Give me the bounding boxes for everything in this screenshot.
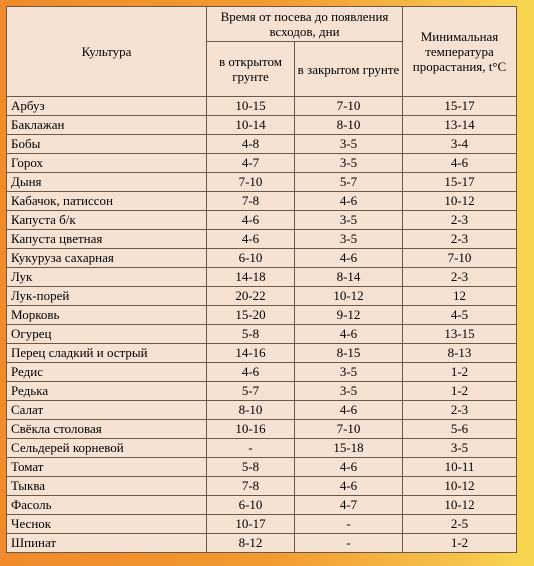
cell-closed-ground: 7-10 bbox=[295, 420, 403, 439]
table-row bbox=[7, 173, 517, 192]
table-row bbox=[7, 515, 517, 534]
header-closed-ground: в закрытом грунте bbox=[295, 42, 403, 97]
header-crop: Культура bbox=[7, 7, 207, 97]
cell-min-temp: 3-5 bbox=[403, 439, 517, 458]
cell-closed-ground: 3-5 bbox=[295, 154, 403, 173]
table-row bbox=[7, 458, 517, 477]
cell-open-ground: 8-10 bbox=[207, 401, 295, 420]
germination-table bbox=[6, 6, 517, 553]
cell-open-ground: 14-16 bbox=[207, 344, 295, 363]
cell-closed-ground: 7-10 bbox=[295, 97, 403, 116]
cell-crop: Редис bbox=[7, 363, 207, 382]
cell-open-ground: 7-8 bbox=[207, 477, 295, 496]
cell-closed-ground: 9-12 bbox=[295, 306, 403, 325]
cell-min-temp: 2-3 bbox=[403, 268, 517, 287]
cell-closed-ground: 4-6 bbox=[295, 477, 403, 496]
cell-closed-ground: 3-5 bbox=[295, 135, 403, 154]
cell-closed-ground: 15-18 bbox=[295, 439, 403, 458]
cell-min-temp: 15-17 bbox=[403, 97, 517, 116]
cell-closed-ground: 8-15 bbox=[295, 344, 403, 363]
cell-crop: Горох bbox=[7, 154, 207, 173]
cell-open-ground: 7-8 bbox=[207, 192, 295, 211]
table-frame bbox=[6, 6, 528, 566]
table-row bbox=[7, 211, 517, 230]
cell-open-ground: 4-8 bbox=[207, 135, 295, 154]
cell-closed-ground: 3-5 bbox=[295, 363, 403, 382]
table-row bbox=[7, 382, 517, 401]
cell-min-temp: 13-15 bbox=[403, 325, 517, 344]
cell-closed-ground: - bbox=[295, 515, 403, 534]
cell-open-ground: 10-15 bbox=[207, 97, 295, 116]
cell-min-temp: 15-17 bbox=[403, 173, 517, 192]
cell-closed-ground: 8-14 bbox=[295, 268, 403, 287]
table-row bbox=[7, 97, 517, 116]
cell-crop: Кукуруза сахарная bbox=[7, 249, 207, 268]
cell-closed-ground: 5-7 bbox=[295, 173, 403, 192]
cell-open-ground: 5-7 bbox=[207, 382, 295, 401]
cell-crop: Свёкла столовая bbox=[7, 420, 207, 439]
table-row bbox=[7, 420, 517, 439]
cell-crop: Лук-порей bbox=[7, 287, 207, 306]
cell-closed-ground: 4-6 bbox=[295, 401, 403, 420]
header-time-group: Время от посева до появления всходов, дни bbox=[207, 7, 403, 42]
cell-crop: Огурец bbox=[7, 325, 207, 344]
cell-crop: Баклажан bbox=[7, 116, 207, 135]
table-row bbox=[7, 534, 517, 553]
cell-open-ground: 6-10 bbox=[207, 496, 295, 515]
cell-min-temp: 1-2 bbox=[403, 363, 517, 382]
table-row bbox=[7, 135, 517, 154]
cell-crop: Сельдерей корневой bbox=[7, 439, 207, 458]
cell-min-temp: 7-10 bbox=[403, 249, 517, 268]
cell-closed-ground: 4-6 bbox=[295, 249, 403, 268]
cell-open-ground: 20-22 bbox=[207, 287, 295, 306]
cell-open-ground: - bbox=[207, 439, 295, 458]
cell-min-temp: 5-6 bbox=[403, 420, 517, 439]
table-row bbox=[7, 268, 517, 287]
cell-min-temp: 1-2 bbox=[403, 534, 517, 553]
cell-crop: Салат bbox=[7, 401, 207, 420]
cell-open-ground: 14-18 bbox=[207, 268, 295, 287]
cell-open-ground: 6-10 bbox=[207, 249, 295, 268]
cell-open-ground: 7-10 bbox=[207, 173, 295, 192]
cell-crop: Чеснок bbox=[7, 515, 207, 534]
cell-closed-ground: 3-5 bbox=[295, 382, 403, 401]
cell-crop: Дыня bbox=[7, 173, 207, 192]
cell-open-ground: 8-12 bbox=[207, 534, 295, 553]
header-open-ground: в открытом грунте bbox=[207, 42, 295, 97]
cell-crop: Тыква bbox=[7, 477, 207, 496]
cell-open-ground: 4-6 bbox=[207, 230, 295, 249]
cell-min-temp: 4-5 bbox=[403, 306, 517, 325]
cell-closed-ground: 4-6 bbox=[295, 192, 403, 211]
cell-min-temp: 2-3 bbox=[403, 211, 517, 230]
table-row bbox=[7, 363, 517, 382]
cell-min-temp: 3-4 bbox=[403, 135, 517, 154]
cell-closed-ground: 3-5 bbox=[295, 211, 403, 230]
cell-crop: Шпинат bbox=[7, 534, 207, 553]
cell-closed-ground: 10-12 bbox=[295, 287, 403, 306]
cell-min-temp: 10-12 bbox=[403, 192, 517, 211]
cell-min-temp: 2-3 bbox=[403, 230, 517, 249]
cell-crop: Фасоль bbox=[7, 496, 207, 515]
cell-min-temp: 8-13 bbox=[403, 344, 517, 363]
table-row bbox=[7, 154, 517, 173]
cell-closed-ground: 8-10 bbox=[295, 116, 403, 135]
cell-min-temp: 2-5 bbox=[403, 515, 517, 534]
table-row bbox=[7, 344, 517, 363]
table-body bbox=[7, 97, 517, 553]
table-row bbox=[7, 496, 517, 515]
cell-crop: Томат bbox=[7, 458, 207, 477]
table-row bbox=[7, 477, 517, 496]
table-row bbox=[7, 116, 517, 135]
cell-crop: Редька bbox=[7, 382, 207, 401]
cell-min-temp: 10-12 bbox=[403, 496, 517, 515]
cell-closed-ground: - bbox=[295, 534, 403, 553]
table-header bbox=[7, 7, 517, 97]
table-row bbox=[7, 325, 517, 344]
cell-crop: Бобы bbox=[7, 135, 207, 154]
cell-crop: Капуста б/к bbox=[7, 211, 207, 230]
cell-crop: Перец сладкий и острый bbox=[7, 344, 207, 363]
cell-open-ground: 5-8 bbox=[207, 458, 295, 477]
cell-open-ground: 4-6 bbox=[207, 363, 295, 382]
cell-min-temp: 13-14 bbox=[403, 116, 517, 135]
table-row bbox=[7, 306, 517, 325]
cell-closed-ground: 3-5 bbox=[295, 230, 403, 249]
cell-open-ground: 15-20 bbox=[207, 306, 295, 325]
cell-closed-ground: 4-7 bbox=[295, 496, 403, 515]
cell-open-ground: 4-6 bbox=[207, 211, 295, 230]
cell-min-temp: 10-12 bbox=[403, 477, 517, 496]
cell-open-ground: 10-14 bbox=[207, 116, 295, 135]
cell-closed-ground: 4-6 bbox=[295, 458, 403, 477]
cell-min-temp: 4-6 bbox=[403, 154, 517, 173]
cell-closed-ground: 4-6 bbox=[295, 325, 403, 344]
cell-open-ground: 4-7 bbox=[207, 154, 295, 173]
header-min-temp: Минимальная температура прорастания, t°C bbox=[403, 7, 517, 97]
cell-min-temp: 1-2 bbox=[403, 382, 517, 401]
table-row bbox=[7, 287, 517, 306]
cell-open-ground: 10-17 bbox=[207, 515, 295, 534]
cell-min-temp: 12 bbox=[403, 287, 517, 306]
cell-crop: Лук bbox=[7, 268, 207, 287]
cell-min-temp: 10-11 bbox=[403, 458, 517, 477]
cell-crop: Капуста цветная bbox=[7, 230, 207, 249]
cell-crop: Морковь bbox=[7, 306, 207, 325]
table-row bbox=[7, 249, 517, 268]
cell-open-ground: 10-16 bbox=[207, 420, 295, 439]
cell-min-temp: 2-3 bbox=[403, 401, 517, 420]
table-row bbox=[7, 401, 517, 420]
cell-open-ground: 5-8 bbox=[207, 325, 295, 344]
table-row bbox=[7, 230, 517, 249]
cell-crop: Арбуз bbox=[7, 97, 207, 116]
cell-crop: Кабачок, патиссон bbox=[7, 192, 207, 211]
table-row bbox=[7, 439, 517, 458]
table-row bbox=[7, 192, 517, 211]
